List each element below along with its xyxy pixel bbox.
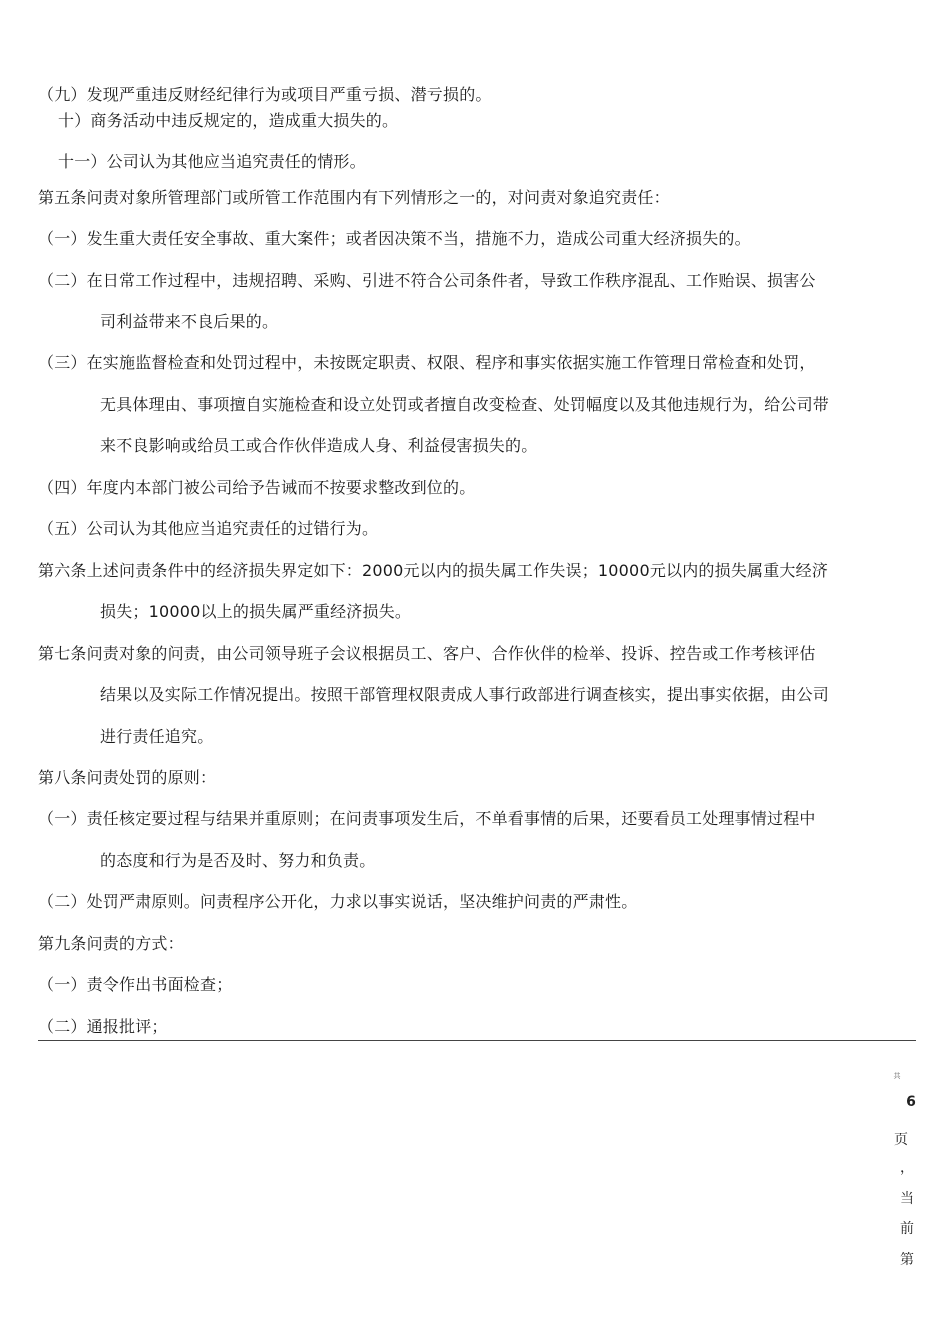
clause-10: 十）商务活动中违反规定的，造成重大损失的。 (58, 111, 399, 130)
article-5-item-3: （三）在实施监督检查和处罚过程中，未按既定职责、权限、程序和事实依据实施工作管理日常检查和处罚， (38, 353, 816, 372)
article-8-item-2: （二）处罚严肃原则。问责程序公开化，力求以事实说话，坚决维护问责的严肃性。 (38, 892, 638, 911)
article-5-item-2: （二）在日常工作过程中，违规招聘、采购、引进不符合公司条件者，导致工作秩序混乱、工作贻误、损害公 (38, 271, 816, 290)
article-8-heading: 第八条问责处罚的原则： (38, 768, 217, 787)
footer-dang: 当 (900, 1191, 914, 1207)
article-6-cont: 损失；10000以上的损失属严重经济损失。 (100, 602, 412, 621)
clause-9: （九）发现严重违反财经纪律行为或项目严重亏损、潜亏损的。 (38, 85, 492, 104)
article-7-cont-1: 结果以及实际工作情况提出。按照干部管理权限责成人事行政部进行调查核实，提出事实依据，由公司 (100, 685, 830, 704)
article-5-item-1: （一）发生重大责任安全事故、重大案件；或者因决策不当，措施不力，造成公司重大经济损失的。 (38, 229, 751, 248)
footer-divider (38, 1040, 916, 1041)
clause-11: 十一）公司认为其他应当追究责任的情形。 (58, 152, 366, 171)
article-9-heading: 第九条问责的方式： (38, 934, 184, 953)
article-5-heading: 第五条问责对象所管理部门或所管工作范围内有下列情形之一的，对问责对象追究责任： (38, 188, 670, 207)
article-6: 第六条上述问责条件中的经济损失界定如下：2000元以内的损失属工作失误；10000元以内的损失属重大经济 (38, 561, 829, 580)
article-7: 第七条问责对象的问责，由公司领导班子会议根据员工、客户、合作伙伴的检举、投诉、控告或工作考核评估 (38, 644, 816, 663)
article-9-item-1: （一）责令作出书面检查； (38, 975, 233, 994)
footer-gong: 共 (893, 1072, 901, 1080)
footer-ye: 页 (894, 1132, 908, 1148)
article-8-item-1-cont: 的态度和行为是否及时、努力和负责。 (100, 851, 376, 870)
article-7-cont-2: 进行责任追究。 (100, 727, 214, 746)
article-8-item-1: （一）责任核定要过程与结果并重原则；在问责事项发生后，不单看事情的后果，还要看员工处理事情过程中 (38, 809, 816, 828)
article-5-item-3-cont-2: 来不良影响或给员工或合作伙伴造成人身、利益侵害损失的。 (100, 436, 538, 455)
article-5-item-2-cont: 司利益带来不良后果的。 (100, 312, 279, 331)
article-5-item-4: （四）年度内本部门被公司给予告诫而不按要求整改到位的。 (38, 478, 476, 497)
article-9-item-2: （二）通报批评； (38, 1017, 168, 1036)
footer-qian: 前 (900, 1221, 914, 1237)
article-5-item-5: （五）公司认为其他应当追究责任的过错行为。 (38, 519, 379, 538)
footer-total-pages: 6 (906, 1094, 916, 1110)
footer-di: 第 (900, 1252, 914, 1268)
footer-comma: ， (900, 1160, 914, 1176)
article-5-item-3-cont-1: 无具体理由、事项擅自实施检查和设立处罚或者擅自改变检查、处罚幅度以及其他违规行为，给公司带 (100, 395, 830, 414)
